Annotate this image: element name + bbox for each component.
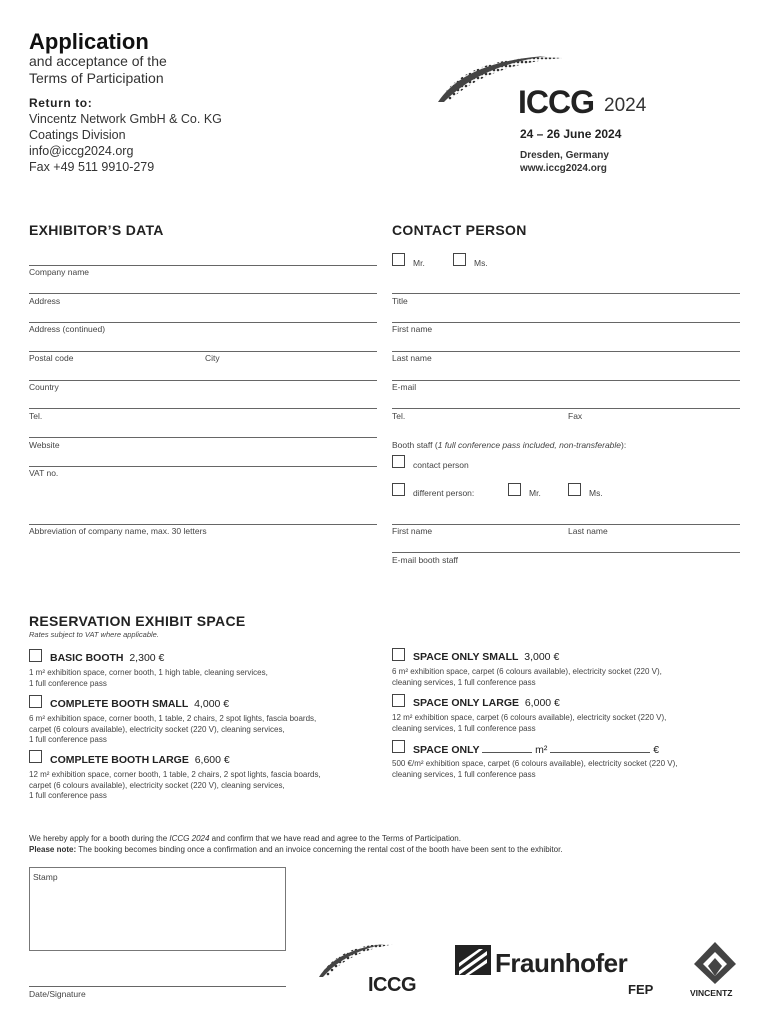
complete-booth-small-checkbox[interactable] (29, 695, 42, 708)
return-email[interactable]: info@iccg2024.org (29, 144, 134, 158)
footer-iccg-text: ICCG (368, 974, 416, 996)
space-area-input[interactable] (482, 743, 532, 753)
space-only-custom-title: SPACE ONLY m² € (413, 744, 660, 756)
footer-iccg-swoosh-icon (318, 940, 398, 978)
return-fax: Fax +49 511 9910-279 (29, 160, 155, 174)
iccg-logo-text: ICCG (518, 84, 594, 120)
space-price-input[interactable] (550, 743, 650, 753)
staff-email-field[interactable] (392, 552, 740, 553)
contact-person-label: contact person (413, 460, 469, 470)
fraunhofer-logo-icon (455, 945, 491, 975)
exhibitor-heading: EXHIBITOR’S DATA (29, 222, 164, 238)
postal-code-label: Postal code (29, 353, 74, 363)
staff-name-field[interactable] (392, 524, 740, 525)
different-person-label: different person: (413, 488, 475, 498)
complete-booth-large-title: COMPLETE BOOTH LARGE 6,600 € (50, 754, 230, 766)
website-field[interactable] (29, 437, 377, 438)
company-name-label: Company name (29, 267, 90, 277)
country-field[interactable] (29, 380, 377, 381)
address-continued-label: Address (continued) (29, 324, 106, 334)
complete-booth-small-title: COMPLETE BOOTH SMALL 4,000 € (50, 698, 230, 710)
terms-agreement: We hereby apply for a booth during the ICCG 2024 and confirm that we have read and agree to the Terms of Participation. Please note: The booking becomes binding once a confirmation and an invoice concerning the rental cost of the booth have been sent to the exhibitor. (29, 834, 563, 854)
return-label: Return to: (29, 96, 93, 110)
space-only-large-description: 12 m² exhibition space, carpet (6 colours available), electricity socket (220 V), cleaning services, 1 full conference pass (392, 713, 667, 733)
stamp-box[interactable] (29, 867, 286, 951)
address-field[interactable] (29, 293, 377, 294)
vincentz-text: VINCENTZ (690, 988, 733, 998)
fep-text: FEP (628, 982, 654, 997)
abbreviation-label: Abbreviation of company name, max. 30 letters (29, 526, 207, 536)
postal-city-field[interactable] (29, 351, 377, 352)
basic-booth-description: 1 m² exhibition space, corner booth, 1 high table, cleaning services, 1 full conference pass (29, 668, 268, 688)
staff-ms-checkbox[interactable] (568, 483, 581, 496)
address-label: Address (29, 296, 61, 306)
staff-mr-checkbox[interactable] (508, 483, 521, 496)
ms-checkbox[interactable] (453, 253, 466, 266)
contact-person-checkbox[interactable] (392, 455, 405, 468)
vat-field[interactable] (29, 466, 377, 467)
staff-email-label: E-mail booth staff (392, 555, 458, 565)
first-name-label: First name (392, 324, 433, 334)
title-label: Title (392, 296, 408, 306)
booth-staff-label: Booth staff (1 full conference pass included, non-transferable): (392, 440, 627, 450)
last-name-field[interactable] (392, 351, 740, 352)
subtitle-line-2: Terms of Participation (29, 70, 164, 86)
address-continued-field[interactable] (29, 322, 377, 323)
return-line: Coatings Division (29, 128, 126, 142)
space-only-small-checkbox[interactable] (392, 648, 405, 661)
subtitle-line-1: and acceptance of the (29, 53, 167, 69)
staff-first-name-label: First name (392, 526, 433, 536)
staff-last-name-label: Last name (568, 526, 608, 536)
space-only-custom-checkbox[interactable] (392, 740, 405, 753)
tel-field[interactable] (29, 408, 377, 409)
staff-ms-label: Ms. (589, 488, 603, 498)
abbreviation-field[interactable] (29, 524, 377, 525)
email-field[interactable] (392, 380, 740, 381)
reservation-heading: RESERVATION EXHIBIT SPACE (29, 613, 246, 629)
page-title: Application (29, 29, 149, 54)
vat-note: Rates subject to VAT where applicable. (29, 630, 159, 639)
complete-booth-large-checkbox[interactable] (29, 750, 42, 763)
vat-label: VAT no. (29, 468, 59, 478)
iccg-year: 2024 (604, 95, 647, 116)
event-dates: 24 – 26 June 2024 (520, 127, 622, 141)
tel-label: Tel. (29, 411, 43, 421)
mr-checkbox[interactable] (392, 253, 405, 266)
contact-tel-label: Tel. (392, 411, 406, 421)
website-label: Website (29, 440, 60, 450)
contact-heading: CONTACT PERSON (392, 222, 527, 238)
complete-booth-small-description: 6 m² exhibition space, corner booth, 1 table, 2 chairs, 2 spot lights, fascia boards, carpet (6 colours available), electricity socket (220 V), cleaning services, 1 full conference pass (29, 714, 317, 744)
space-only-large-checkbox[interactable] (392, 694, 405, 707)
title-field[interactable] (392, 293, 740, 294)
email-label: E-mail (392, 382, 417, 392)
complete-booth-large-description: 12 m² exhibition space, corner booth, 1 table, 2 chairs, 2 spot lights, fascia boards, carpet (6 colours available), electricity socket (220 V), cleaning services, 1 full conference pass (29, 770, 321, 800)
space-only-small-title: SPACE ONLY SMALL 3,000 € (413, 651, 560, 663)
signature-field[interactable] (29, 986, 286, 987)
first-name-field[interactable] (392, 322, 740, 323)
event-location: Dresden, Germany (520, 150, 609, 161)
basic-booth-checkbox[interactable] (29, 649, 42, 662)
last-name-label: Last name (392, 353, 432, 363)
space-only-custom-description: 500 €/m² exhibition space, carpet (6 colours available), electricity socket (220 V), cleaning services, 1 full conference pass (392, 759, 678, 779)
ms-label: Ms. (474, 258, 488, 268)
return-address (29, 111, 222, 175)
fax-label: Fax (568, 411, 583, 421)
staff-mr-label: Mr. (529, 488, 541, 498)
vincentz-logo-icon (692, 940, 738, 986)
mr-label: Mr. (413, 258, 425, 268)
space-only-large-title: SPACE ONLY LARGE 6,000 € (413, 697, 560, 709)
return-line: Vincentz Network GmbH & Co. KG (29, 112, 222, 126)
event-website[interactable]: www.iccg2024.org (520, 163, 607, 174)
country-label: Country (29, 382, 59, 392)
tel-fax-field[interactable] (392, 408, 740, 409)
company-name-field[interactable] (29, 265, 377, 266)
different-person-checkbox[interactable] (392, 483, 405, 496)
space-only-small-description: 6 m² exhibition space, carpet (6 colours available), electricity socket (220 V), cleaning services, 1 full conference pass (392, 667, 662, 687)
basic-booth-title: BASIC BOOTH 2,300 € (50, 652, 165, 664)
stamp-label: Stamp (33, 872, 58, 882)
fraunhofer-text: Fraunhofer (495, 948, 628, 978)
signature-label: Date/Signature (29, 989, 86, 999)
city-label: City (205, 353, 220, 363)
